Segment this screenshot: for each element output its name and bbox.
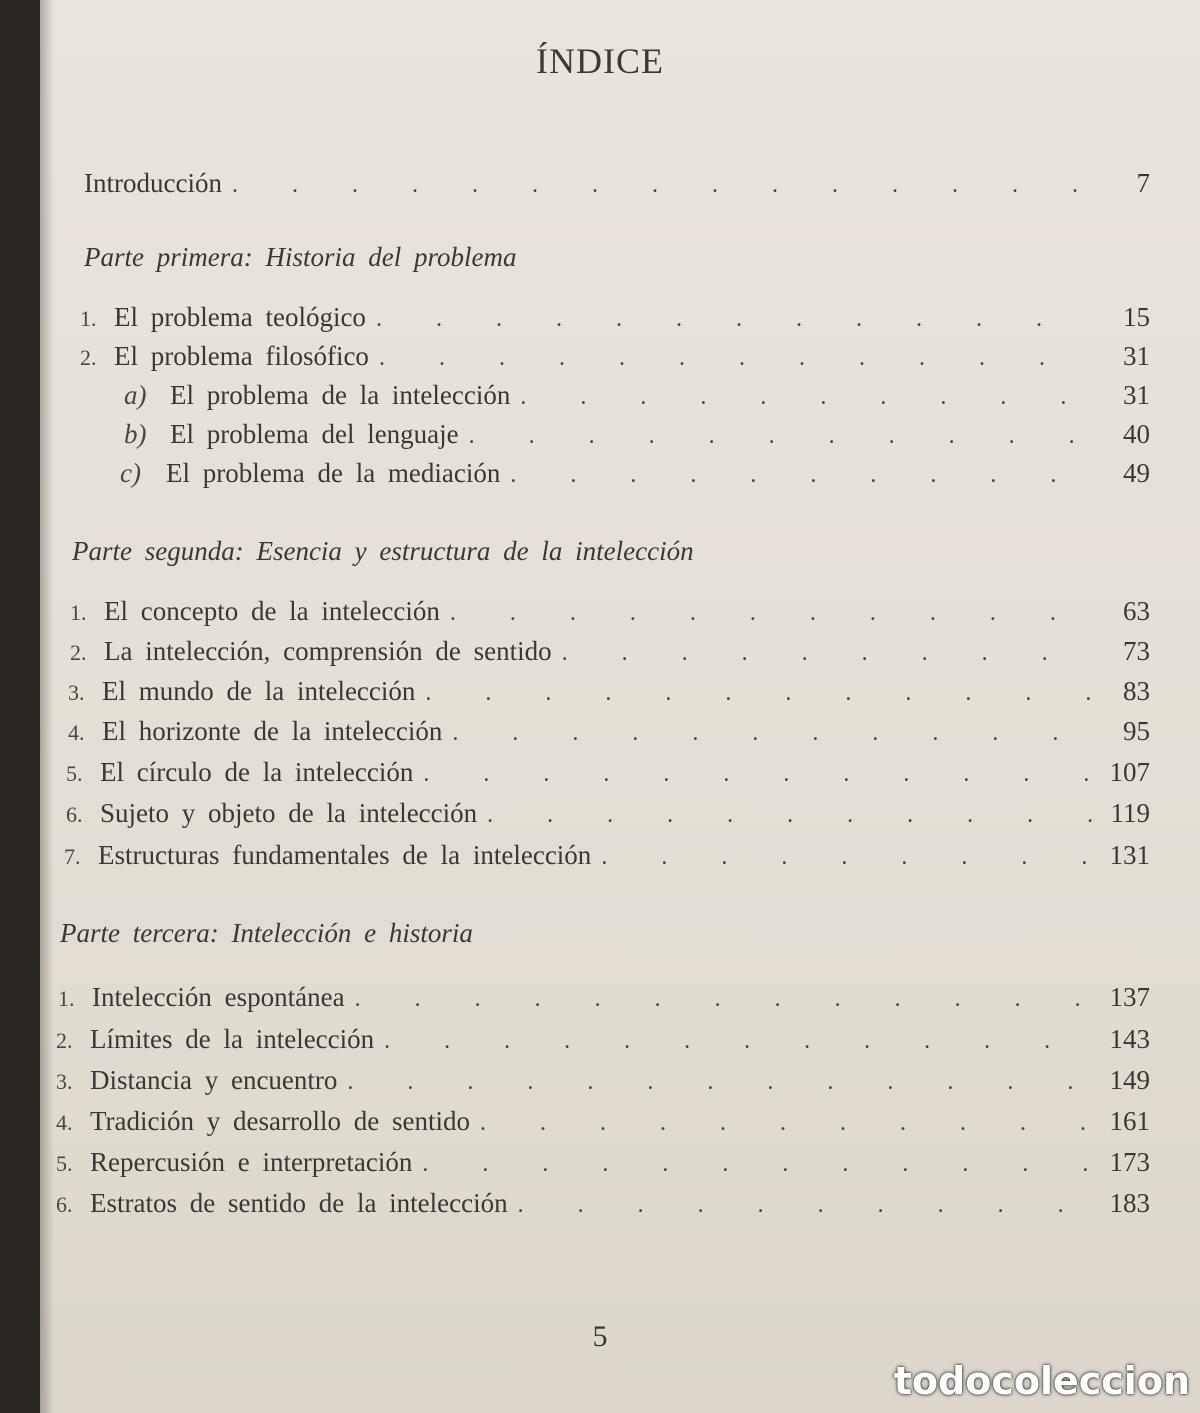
toc-subentry-letter: b) [124, 419, 147, 449]
dot-leader [425, 680, 1094, 707]
toc-entry-label: El problema del lenguaje [170, 419, 459, 449]
toc-entry-label: El horizonte de la intelección [102, 716, 443, 746]
dot-leader [520, 384, 1094, 411]
toc-entry-label: El concepto de la intelección [104, 596, 440, 626]
toc-entry-label: El problema filosófico [114, 341, 369, 371]
dot-leader [562, 640, 1094, 667]
toc-entry [56, 1024, 1150, 1058]
toc-entry [66, 757, 1150, 791]
toc-entry-number: 3. [56, 1069, 73, 1094]
toc-entry-label: El mundo de la intelección [102, 676, 416, 706]
toc-entry-label: Introducción [84, 168, 222, 198]
toc-entry-page: 107 [1109, 757, 1150, 787]
toc-entry-page: 119 [1110, 798, 1150, 828]
toc-entry-number: 1. [70, 600, 87, 625]
toc-entry [56, 1147, 1150, 1181]
toc-entry [68, 716, 1150, 750]
dot-leader [452, 720, 1094, 747]
toc-entry [80, 341, 1150, 375]
watermark-logo: todocoleccion [893, 1359, 1190, 1403]
toc-entry [56, 1106, 1150, 1140]
toc-entry-page: 31 [1123, 341, 1150, 371]
toc-entry-label: Sujeto y objeto de la intelección [100, 798, 478, 828]
toc-subentry [120, 458, 1150, 492]
dot-leader [518, 1192, 1094, 1219]
toc-entry-number: 7. [64, 844, 81, 869]
toc-entry-number: 1. [58, 986, 75, 1011]
dot-leader [450, 600, 1094, 627]
part-heading-1: Parte primera: Historia del problema [84, 242, 517, 272]
toc-entry-number: 4. [68, 720, 85, 745]
toc-entry-page: 161 [1109, 1106, 1150, 1136]
dot-leader [510, 462, 1094, 489]
toc-entry-page: 31 [1123, 380, 1150, 410]
toc-entry-page: 73 [1123, 636, 1150, 666]
toc-entry-page: 49 [1123, 458, 1150, 488]
toc-entry-label: La intelección, comprensión de sentido [104, 636, 552, 666]
toc-entry-page: 15 [1123, 302, 1150, 332]
toc-entry [68, 676, 1150, 710]
toc-subentry [124, 419, 1150, 453]
toc-entry-page: 149 [1109, 1065, 1150, 1095]
page-number: 5 [592, 1320, 608, 1353]
toc-entry-number: 2. [70, 640, 87, 665]
toc-entry [70, 596, 1150, 630]
toc-entry-label: Repercusión e interpretación [90, 1147, 413, 1177]
toc-entry-number: 6. [56, 1192, 73, 1217]
toc-entry-number: 5. [66, 761, 83, 786]
toc-entry-label: Intelección espontánea [92, 982, 345, 1012]
toc-entry-page: 95 [1123, 716, 1150, 746]
toc-entry-label: El problema de la mediación [166, 458, 501, 488]
page-title: ÍNDICE [536, 41, 664, 81]
page-gutter-shadow [40, 0, 54, 1413]
dot-leader [355, 986, 1094, 1013]
toc-entry-number: 3. [68, 680, 85, 705]
toc-entry-number: 6. [66, 802, 83, 827]
dot-leader [384, 1028, 1094, 1055]
dot-leader [487, 802, 1094, 829]
dot-leader [480, 1110, 1094, 1137]
toc-entry-number: 1. [80, 306, 97, 331]
dot-leader [422, 1151, 1094, 1178]
toc-entry [56, 1188, 1150, 1222]
toc-entry-number: 2. [56, 1028, 73, 1053]
toc-entry-number: 5. [56, 1151, 73, 1176]
toc-subentry-letter: c) [120, 458, 141, 488]
toc-entry-page: 40 [1123, 419, 1150, 449]
toc-entry [56, 1065, 1150, 1099]
dot-leader [232, 172, 1094, 199]
toc-entry-number: 4. [56, 1110, 73, 1135]
toc-entry-label: El círculo de la intelección [100, 757, 414, 787]
toc-entry-page: 173 [1109, 1147, 1150, 1177]
toc-entry [64, 840, 1150, 874]
toc-entry-page: 7 [1136, 168, 1150, 198]
toc-entry-label: Estratos de sentido de la intelección [90, 1188, 508, 1218]
toc-entry-number: 2. [80, 345, 97, 370]
toc-entry-page: 83 [1123, 676, 1150, 706]
toc-entry-page: 183 [1109, 1188, 1150, 1218]
dot-leader [469, 423, 1094, 450]
dot-leader [423, 761, 1094, 788]
toc-entry-page: 131 [1109, 840, 1150, 870]
dot-leader [601, 844, 1094, 871]
toc-entry-page: 137 [1109, 982, 1150, 1012]
toc-entry-introduction [84, 168, 1150, 202]
toc-entry-page: 63 [1123, 596, 1150, 626]
toc-entry-label: Estructuras fundamentales de la intelección [98, 840, 592, 870]
part-heading-3: Parte tercera: Intelección e historia [60, 918, 473, 948]
toc-entry-page: 143 [1109, 1024, 1150, 1054]
toc-entry [80, 302, 1150, 336]
toc-subentry [124, 380, 1150, 414]
toc-entry-label: El problema teológico [114, 302, 366, 332]
toc-entry [70, 636, 1150, 670]
dot-leader [376, 306, 1094, 333]
toc-entry [58, 982, 1150, 1016]
dot-leader [379, 345, 1094, 372]
toc-entry-label: Límites de la intelección [90, 1024, 375, 1054]
toc-entry-label: Tradición y desarrollo de sentido [90, 1106, 470, 1136]
part-heading-2: Parte segunda: Esencia y estructura de la intelección [72, 536, 694, 566]
toc-subentry-letter: a) [124, 380, 147, 410]
toc-entry-label: Distancia y encuentro [90, 1065, 338, 1095]
toc-entry [66, 798, 1150, 832]
dot-leader [347, 1069, 1094, 1096]
toc-entry-label: El problema de la intelección [170, 380, 511, 410]
